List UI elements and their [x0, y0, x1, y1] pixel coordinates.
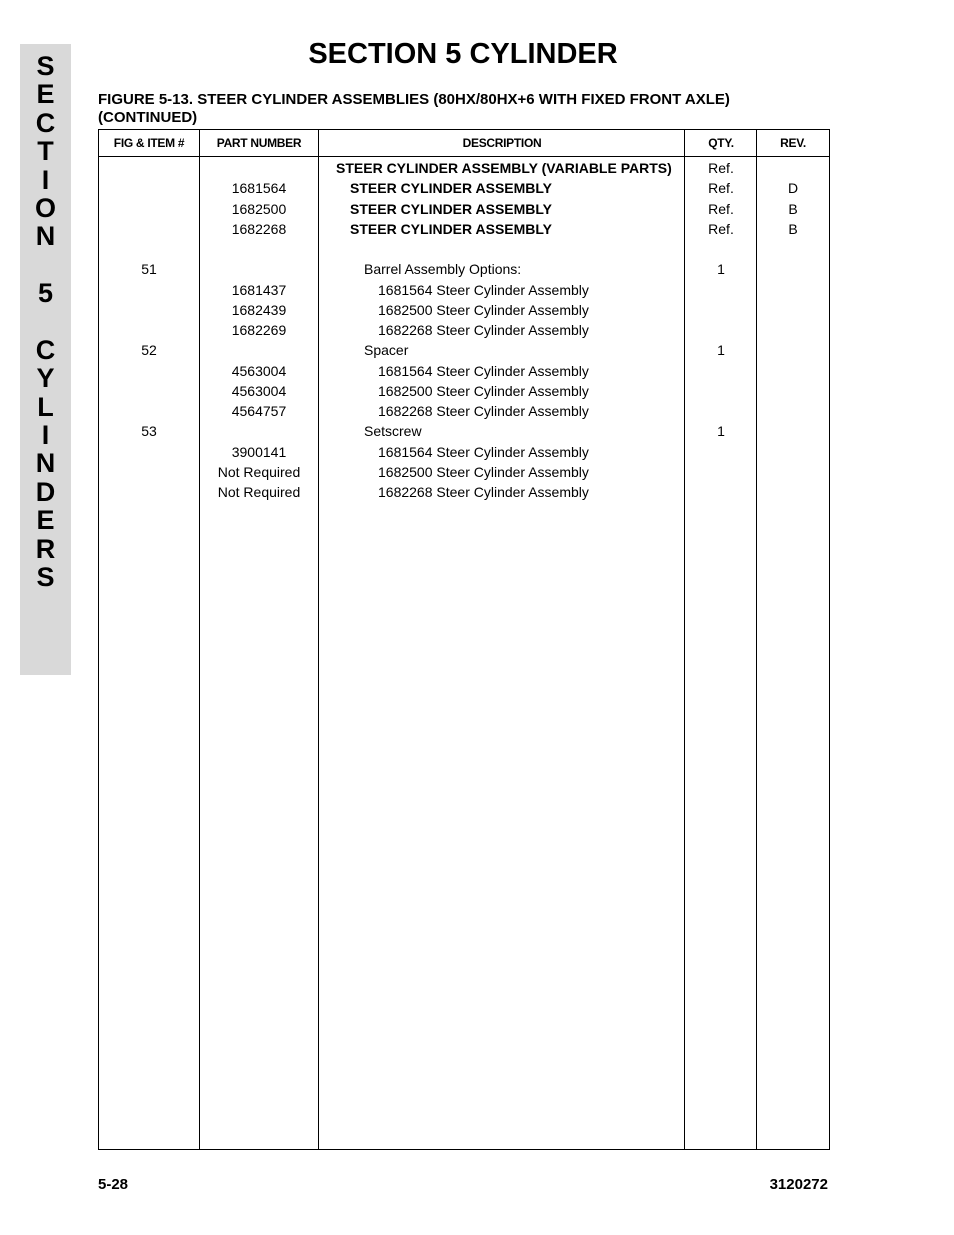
description-cell: Setscrew [364, 423, 422, 440]
description-cell: STEER CYLINDER ASSEMBLY [350, 180, 552, 197]
table-row [99, 381, 829, 401]
description-cell: STEER CYLINDER ASSEMBLY [350, 220, 552, 237]
header-divider [99, 156, 829, 157]
header-qty: QTY. [708, 136, 734, 150]
side-tab-letter: N [35, 448, 56, 479]
side-tab-letter: R [35, 533, 56, 564]
table-row [99, 280, 829, 300]
description-cell: 1682500 Steer Cylinder Assembly [378, 463, 589, 480]
table-row [99, 158, 829, 178]
fig-item-cell: 52 [141, 342, 157, 359]
page-title: SECTION 5 CYLINDER [308, 38, 618, 70]
description-cell: STEER CYLINDER ASSEMBLY [350, 200, 552, 217]
qty-cell: Ref. [708, 220, 734, 237]
side-tab-letter: E [36, 505, 55, 536]
side-tab-letter: S [36, 51, 55, 81]
document-number: 3120272 [769, 1176, 828, 1193]
description-cell: 1682500 Steer Cylinder Assembly [378, 301, 589, 318]
table-row [99, 300, 829, 320]
table-row [99, 421, 829, 441]
description-cell: 1681564 Steer Cylinder Assembly [378, 362, 589, 379]
description-cell: 1682268 Steer Cylinder Assembly [378, 403, 589, 419]
description-cell: 1682500 Steer Cylinder Assembly [378, 382, 589, 399]
description-cell: 1681564 Steer Cylinder Assembly [378, 443, 589, 460]
description-cell: 1681564 Steer Cylinder Assembly [378, 281, 589, 298]
qty-cell: Ref. [708, 200, 734, 217]
side-tab-letter: C [35, 334, 56, 365]
part-number-cell: Not Required [217, 463, 301, 480]
side-tab-letter: 5 [37, 278, 54, 309]
qty-cell: 1 [717, 261, 725, 278]
header-description: DESCRIPTION [462, 136, 542, 150]
side-tab-letter: Y [36, 363, 55, 394]
side-tab-letter: O [34, 192, 56, 223]
side-tab-letter: N [35, 221, 56, 252]
rev-cell: B [788, 220, 798, 237]
table-row [99, 462, 829, 482]
table-row [99, 340, 829, 360]
side-tab-letter: I [41, 164, 50, 195]
part-number-cell: 1681437 [231, 281, 287, 298]
side-tab-letter: T [37, 136, 54, 167]
side-tab-letter: C [35, 107, 56, 138]
table-row [99, 320, 829, 340]
rev-cell: B [788, 200, 798, 217]
fig-item-cell: 53 [141, 423, 157, 440]
qty-cell: 1 [717, 342, 725, 359]
part-number-cell: 1682268 [231, 220, 287, 237]
section-side-tab [20, 44, 71, 675]
part-number-cell: 4563004 [231, 382, 287, 399]
part-number-cell: 4563004 [231, 362, 287, 379]
side-tab-letter: D [35, 476, 56, 507]
part-number-cell: 1681564 [231, 180, 287, 197]
table-row [99, 259, 829, 279]
part-number-cell: Not Required [217, 484, 301, 500]
rev-cell: D [787, 180, 799, 197]
part-number-cell: 1682269 [231, 322, 287, 338]
section-side-tab-letters [20, 52, 71, 591]
part-number-cell: 1682500 [231, 200, 287, 217]
part-number-cell: 3900141 [231, 443, 287, 460]
table-row [99, 178, 829, 198]
page-number: 5-28 [98, 1176, 129, 1193]
part-number-cell: 1682439 [231, 301, 287, 318]
parts-table [98, 129, 830, 1150]
header-fig-item: FIG & ITEM # [113, 136, 185, 150]
table-row [99, 239, 829, 259]
fig-item-cell: 51 [141, 261, 157, 278]
description-cell: Barrel Assembly Options: [364, 261, 522, 278]
table-row [99, 401, 829, 421]
description-cell: 1682268 Steer Cylinder Assembly [378, 484, 589, 500]
qty-cell: Ref. [708, 180, 734, 197]
side-tab-letter: E [36, 79, 55, 110]
table-row [99, 219, 829, 239]
header-rev: REV. [780, 136, 806, 150]
table-row [99, 361, 829, 381]
part-number-cell: 4564757 [231, 403, 287, 419]
header-part-number: PART NUMBER [216, 136, 302, 150]
table-row [99, 199, 829, 219]
side-tab-letter: S [36, 562, 55, 593]
description-cell: Spacer [364, 342, 409, 359]
figure-title [98, 91, 838, 127]
description-cell: STEER CYLINDER ASSEMBLY (VARIABLE PARTS) [336, 160, 672, 176]
figure-title-line-1: FIGURE 5-13. STEER CYLINDER ASSEMBLIES (80HX/80HX+6 WITH FIXED FRONT AXLE) [98, 91, 730, 108]
figure-title-line-2: (CONTINUED) [98, 109, 198, 126]
table-row [99, 482, 829, 502]
table-row [99, 442, 829, 462]
side-tab-letter: I [41, 420, 50, 451]
side-tab-letter: L [37, 391, 54, 422]
qty-cell: Ref. [708, 160, 734, 176]
description-cell: 1682268 Steer Cylinder Assembly [378, 322, 589, 338]
qty-cell: 1 [717, 423, 725, 440]
